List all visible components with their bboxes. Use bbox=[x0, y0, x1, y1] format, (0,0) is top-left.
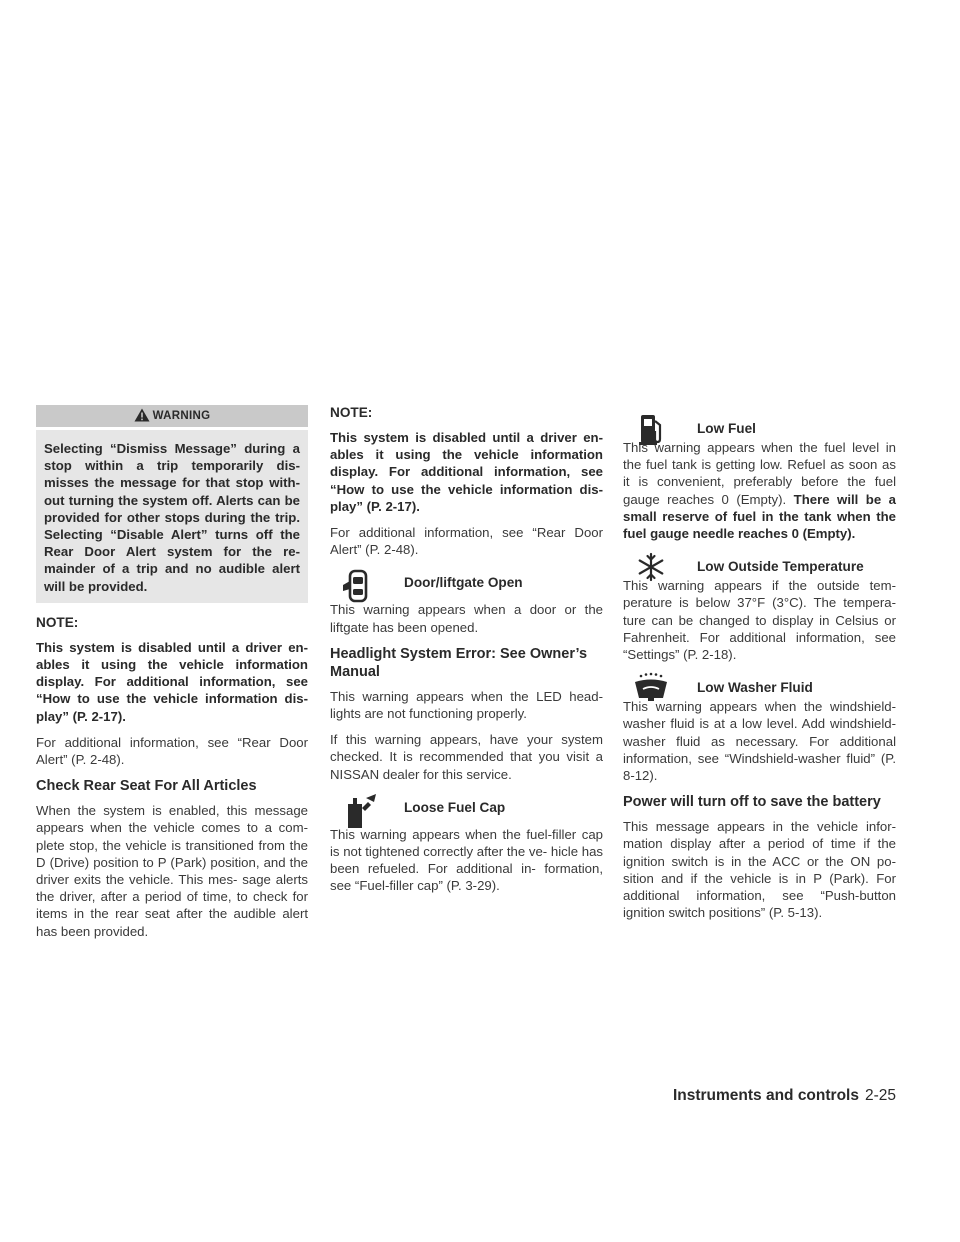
warning-label: WARNING bbox=[152, 410, 211, 422]
note-text: This system is disabled until a driver en- ables it using the vehicle information display. For additional information, see “How to use the vehicle information dis- play” (P. 2-17). bbox=[330, 430, 603, 514]
section-title-check-rear-seat: Check Rear Seat For All Articles bbox=[36, 778, 257, 795]
note-reference: For additional information, see “Rear Door Alert” (P. 2-48). bbox=[36, 734, 308, 768]
headlight-error-title: Headlight System Error: See Owner’s Manual bbox=[330, 645, 588, 680]
section-text-check-rear-seat: When the system is enabled, this message appears when the vehicle comes to a com- plete stop, the vehicle is transitioned from the D (Drive) position to P (Park) position, and the driver exits the vehicle. This mes- sage alerts the driver, after a period of time, to check for items in the rear seat after the audible alert has been provided. bbox=[36, 803, 308, 939]
low-outside-temp-title: Low Outside Temperature bbox=[697, 559, 864, 575]
door-liftgate-title: Door/liftgate Open bbox=[404, 575, 523, 591]
low-washer-fluid-title: Low Washer Fluid bbox=[697, 680, 813, 696]
column-2 bbox=[330, 405, 603, 904]
low-fuel-title: Low Fuel bbox=[697, 421, 756, 436]
warning-text: Selecting “Dismiss Message” during a stop within a trip temporarily dis- misses the message for that stop with- out turning the system off. Alerts can be provided for other stops during the trip. Selecting “Disable Alert” turns off the Rear Door Alert system for the re- mainder of a trip and no audible alert will be provided. bbox=[36, 430, 308, 603]
note-heading: NOTE: bbox=[330, 405, 373, 420]
column-1 bbox=[36, 405, 308, 949]
power-off-title: Power will turn off to save the battery bbox=[623, 794, 881, 811]
headlight-error-text-2: If this warning appears, have your system checked. It is recommended that you visit a NISSAN dealer for this service. bbox=[330, 732, 603, 782]
low-fuel-text bbox=[623, 439, 896, 542]
page-footer bbox=[640, 1087, 896, 1105]
headlight-error-text-1: This warning appears when the LED head- lights are not functioning properly. bbox=[330, 688, 603, 722]
door-liftgate-text: This warning appears when a door or the liftgate has been opened. bbox=[330, 602, 603, 635]
loose-fuel-cap-title: Loose Fuel Cap bbox=[404, 799, 506, 815]
loose-fuel-cap-text: This warning appears when the fuel-filler cap is not tightened correctly after the ve- hicle has been refueled. For additional in- formation, see “Fuel-filler cap” (P. 3-29). bbox=[330, 826, 603, 894]
low-outside-temp-text: This warning appears if the outside tem- perature is below 37°F (3°C). The tempera- ture can be changed to display in Celsius or Fahrenheit. For additional information, see “Settings” (P. 2-18). bbox=[623, 578, 896, 663]
note-heading: NOTE: bbox=[36, 614, 79, 630]
low-fuel-text-normal: This warning appears when the fuel level in the fuel tank is getting low. Refuel as soon as it is convenient, preferably before the fuel gauge reaches 0 (Empty). bbox=[623, 440, 896, 507]
note-text: This system is disabled until a driver en- ables it using the vehicle information display. For additional information, see “How to use the vehicle information dis- play” (P. 2-17). bbox=[36, 639, 308, 724]
note-reference: For additional information, see “Rear Door Alert” (P. 2-48). bbox=[330, 525, 603, 558]
low-washer-fluid-text: This warning appears when the windshield-washer fluid is at a low level. Add windshield-washer fluid as necessary. For additional information, see “Windshield-washer fluid” (P. 8-12). bbox=[623, 699, 896, 784]
warning-triangle-icon bbox=[134, 408, 150, 425]
footer-section-title: Instruments and controls bbox=[672, 1087, 859, 1104]
column-3 bbox=[623, 405, 896, 930]
warning-header bbox=[36, 405, 308, 427]
low-fuel-text-bold: There will be a small reserve of fuel in the tank when the fuel gauge needle reaches 0 (Empty). bbox=[623, 491, 896, 542]
footer-page-number: 2-25 bbox=[864, 1087, 896, 1104]
power-off-text: This message appears in the vehicle infor- mation display after a period of time if the ignition switch is in the ACC or the ON po- sition and if the vehicle is in P (Park). For additional information, see “Push-button ignition switch positions” (P. 5-13). bbox=[623, 819, 896, 921]
